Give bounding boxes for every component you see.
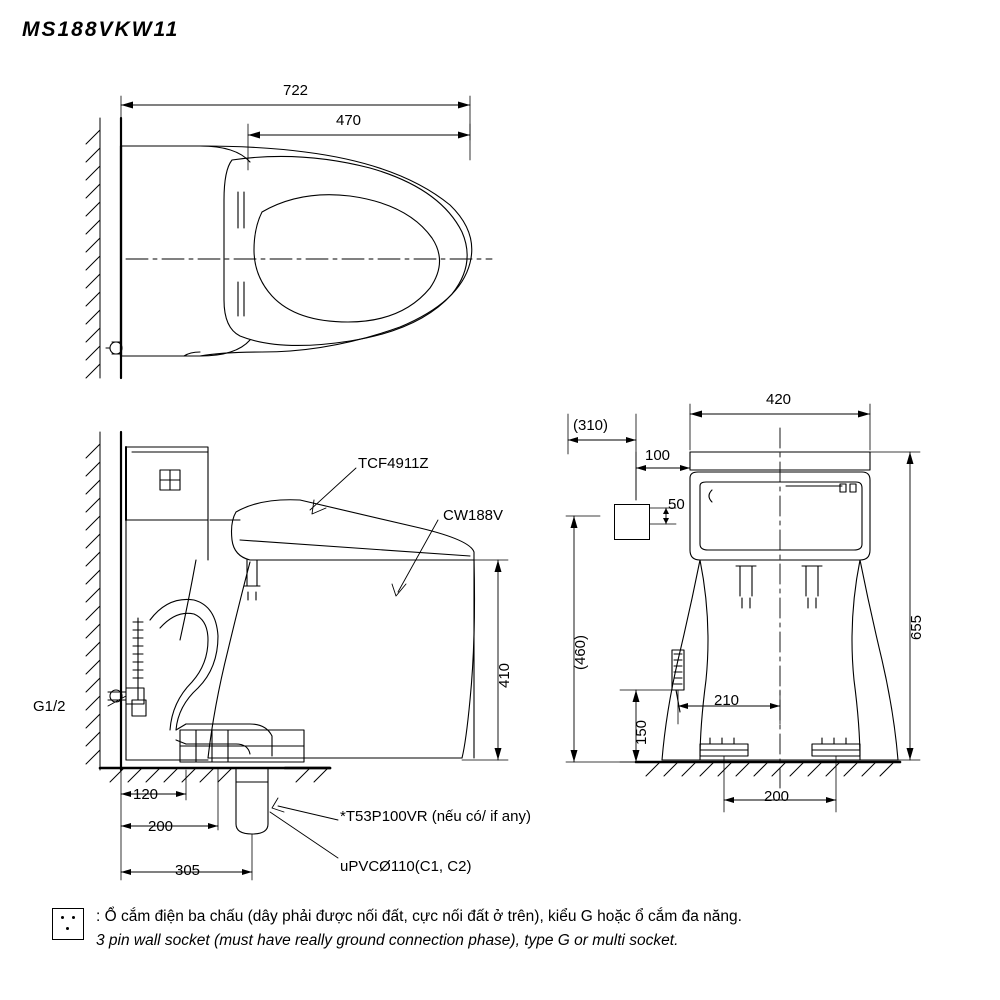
- dim-g12: G1/2: [33, 698, 66, 715]
- dim-420: 420: [766, 391, 792, 408]
- legend-text-en: 3 pin wall socket (must have really ground connection phase), type G or multi socket.: [96, 932, 679, 949]
- callout-seat-model: TCF4911Z: [358, 455, 429, 472]
- dim-460: (460): [572, 634, 589, 670]
- dim-410: 410: [496, 662, 513, 688]
- dim-210: 210: [714, 692, 740, 709]
- dim-310: (310): [573, 417, 609, 434]
- wall-socket-icon: [614, 504, 650, 540]
- callout-flange: *T53P100VR (nếu có/ if any): [340, 808, 531, 825]
- legend-text-vn: : Ổ cắm điện ba chấu (dây phải được nối đất, cực nối đất ở trên), kiểu G hoặc ổ cắm đa năng.: [96, 908, 742, 925]
- dim-150: 150: [633, 719, 650, 745]
- dim-470: 470: [336, 112, 362, 129]
- dim-655: 655: [908, 614, 925, 640]
- callout-pipe: uPVCØ110(C1, C2): [340, 858, 472, 875]
- dim-722: 722: [283, 82, 309, 99]
- dim-50: 50: [668, 496, 685, 513]
- dim-120: 120: [133, 786, 159, 803]
- page-title: MS188VKW11: [22, 18, 180, 41]
- dim-305: 305: [175, 862, 201, 879]
- callout-bowl-model: CW188V: [443, 507, 504, 524]
- legend-socket-icon: [52, 908, 84, 940]
- dim-200-side: 200: [148, 818, 174, 835]
- dim-200-front: 200: [764, 788, 790, 805]
- dim-100: 100: [645, 447, 671, 464]
